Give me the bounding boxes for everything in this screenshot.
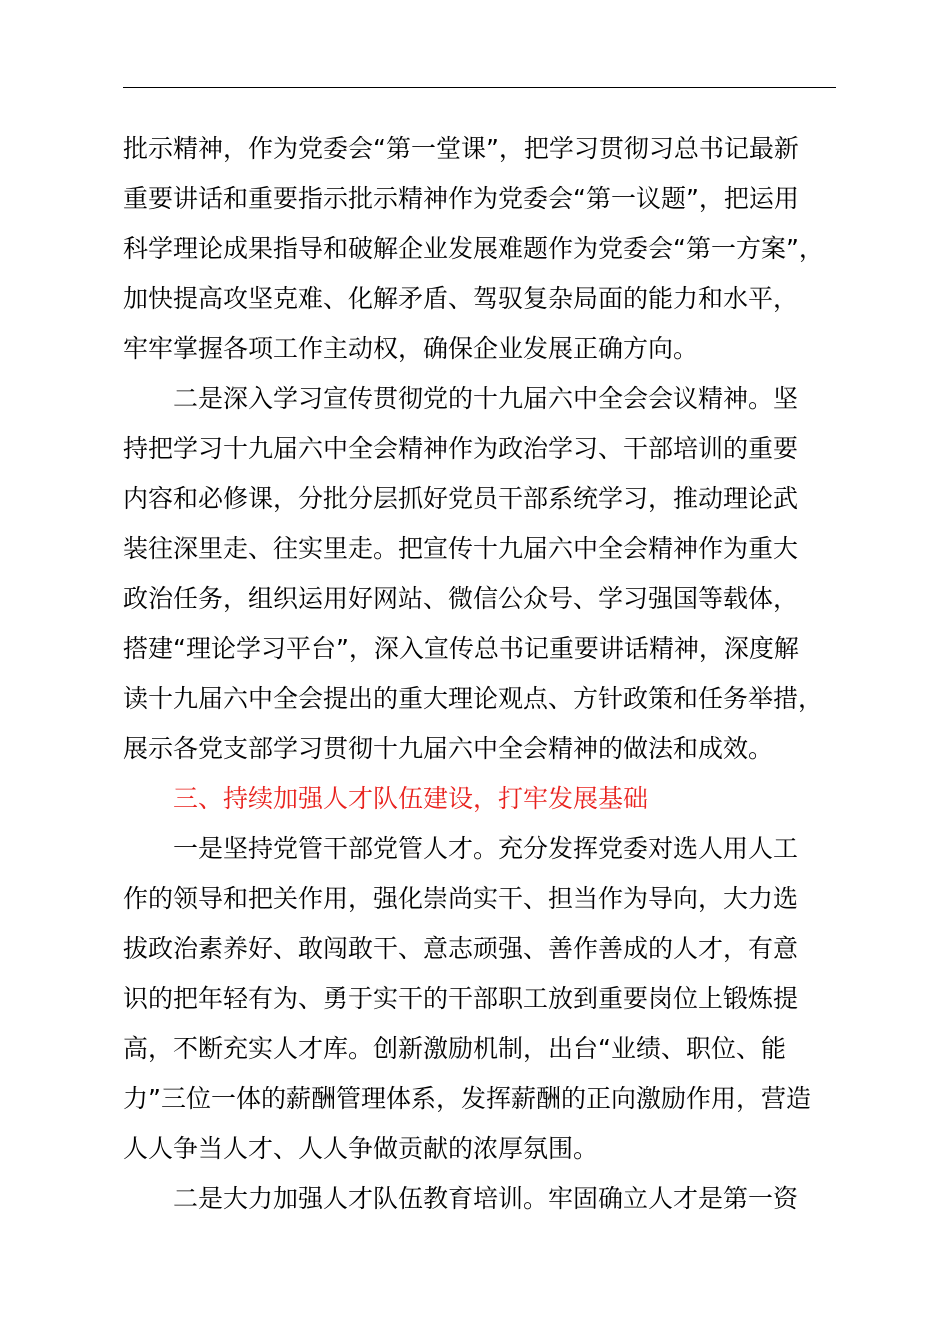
- text-line: 批示精神，作为党委会“第一堂课”，把学习贯彻习总书记最新: [123, 134, 799, 163]
- header-rule: [123, 87, 836, 88]
- text-line: 重要讲话和重要指示批示精神作为党委会“第一议题”，把运用: [123, 184, 799, 213]
- text-line: 识的把年轻有为、勇于实干的干部职工放到重要岗位上锻炼提: [123, 984, 799, 1013]
- page-body: [123, 124, 863, 1224]
- text-line: 加快提高攻坚克难、化解矛盾、驾驭复杂局面的能力和水平，: [123, 284, 799, 313]
- paragraph-first-line: 二是大力加强人才队伍教育培训。牢固确立人才是第一资: [173, 1184, 799, 1213]
- text-line: 装往深里走、往实里走。把宣传十九届六中全会精神作为重大: [123, 534, 799, 563]
- text-line: 持把学习十九届六中全会精神作为政治学习、干部培训的重要: [123, 434, 799, 463]
- text-line: 搭建“理论学习平台”，深入宣传总书记重要讲话精神，深度解: [123, 634, 799, 663]
- text-line: 内容和必修课，分批分层抓好党员干部系统学习，推动理论武: [123, 484, 799, 513]
- text-line: 高，不断充实人才库。创新激励机制，出台“业绩、职位、能: [123, 1034, 786, 1063]
- paragraph-first-line: 二是深入学习宣传贯彻党的十九届六中全会会议精神。坚: [173, 384, 799, 413]
- text-line: 人人争当人才、人人争做贡献的浓厚氛围。: [123, 1134, 599, 1163]
- text-line: 展示各党支部学习贯彻十九届六中全会精神的做法和成效。: [123, 734, 774, 763]
- paragraph-first-line: 一是坚持党管干部党管人才。充分发挥党委对选人用人工: [173, 834, 799, 863]
- text-line: 力”三位一体的薪酬管理体系，发挥薪酬的正向激励作用，营造: [123, 1084, 811, 1113]
- text-line: 作的领导和把关作用，强化崇尚实干、担当作为导向，大力选: [123, 884, 799, 913]
- text-line: 拔政治素养好、敢闯敢干、意志顽强、善作善成的人才，有意: [123, 934, 799, 963]
- section-heading: 三、持续加强人才队伍建设，打牢发展基础: [173, 784, 649, 813]
- text-line: 读十九届六中全会提出的重大理论观点、方针政策和任务举措，: [123, 684, 824, 713]
- text-line: 牢牢掌握各项工作主动权，确保企业发展正确方向。: [123, 334, 699, 363]
- text-line: 政治任务，组织运用好网站、微信公众号、学习强国等载体，: [123, 584, 799, 613]
- text-line: 科学理论成果指导和破解企业发展难题作为党委会“第一方案”，: [123, 234, 824, 263]
